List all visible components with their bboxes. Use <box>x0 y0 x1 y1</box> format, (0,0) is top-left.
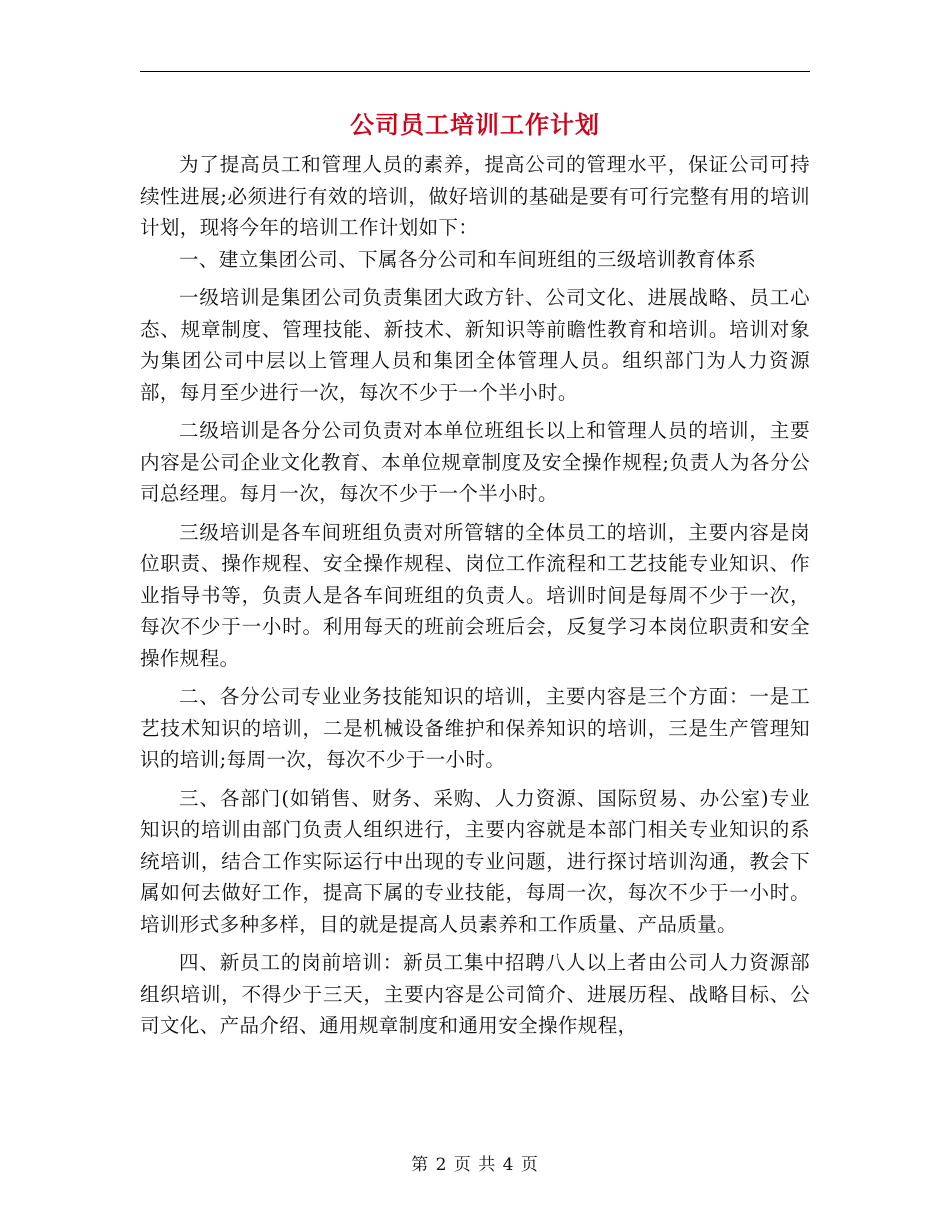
paragraph-level-1-training: 一级培训是集团公司负责集团大政方针、公司文化、进展战略、员工心态、规章制度、管理技能、新技术、新知识等前瞻性教育和培训。培训对象为集团公司中层以上管理人员和集团全体管理人员。组织部门为人力资源部，每月至少进行一次，每次不少于一个半小时。 <box>140 286 810 404</box>
document-title: 公司员工培训工作计划 <box>350 110 600 139</box>
header-rule <box>140 71 810 72</box>
paragraph-intro: 为了提高员工和管理人员的素养，提高公司的管理水平，保证公司可持续性进展;必须进行有效的培训，做好培训的基础是要有可行完整有用的培训计划，现将今年的培训工作计划如下： <box>140 153 810 239</box>
paragraph-section-1-heading: 一、建立集团公司、下属各分公司和车间班组的三级培训教育体系 <box>179 247 757 271</box>
paragraph-section-3: 三、各部门(如销售、财务、采购、人力资源、国际贸易、办公室)专业知识的培训由部门负责人组织进行，主要内容就是本部门相关专业知识的系统培训，结合工作实际运行中出现的专业问题，进行探讨培训沟通，教会下属如何去做好工作，提高下属的专业技能，每周一次，每次不少于一小时。培训形式多种多样，目的就是提高人员素养和工作质量、产品质量。 <box>140 786 810 936</box>
document-body <box>140 149 810 1042</box>
paragraph-level-3-training: 三级培训是各车间班组负责对所管辖的全体员工的培训，主要内容是岗位职责、操作规程、安全操作规程、岗位工作流程和工艺技能专业知识、作业指导书等，负责人是各车间班组的负责人。培训时间是每周不少于一次，每次不少于一小时。利用每天的班前会班后会，反复学习本岗位职责和安全操作规程。 <box>140 520 810 670</box>
paragraph-section-2: 二、各分公司专业业务技能知识的培训，主要内容是三个方面：一是工艺技术知识的培训，二是机械设备维护和保养知识的培训，三是生产管理知识的培训;每周一次，每次不少于一小时。 <box>140 685 810 771</box>
paragraph-section-4: 四、新员工的岗前培训：新员工集中招聘八人以上者由公司人力资源部组织培训，不得少于三天，主要内容是公司简介、进展历程、战略目标、公司文化、产品介绍、通用规章制度和通用安全操作规程， <box>140 951 810 1037</box>
paragraph-level-2-training: 二级培训是各分公司负责对本单位班组长以上和管理人员的培训，主要内容是公司企业文化教育、本单位规章制度及安全操作规程;负责人为各分公司总经理。每月一次，每次不少于一个半小时。 <box>140 419 810 505</box>
page-number-footer: 第 2 页 共 4 页 <box>411 1155 539 1175</box>
